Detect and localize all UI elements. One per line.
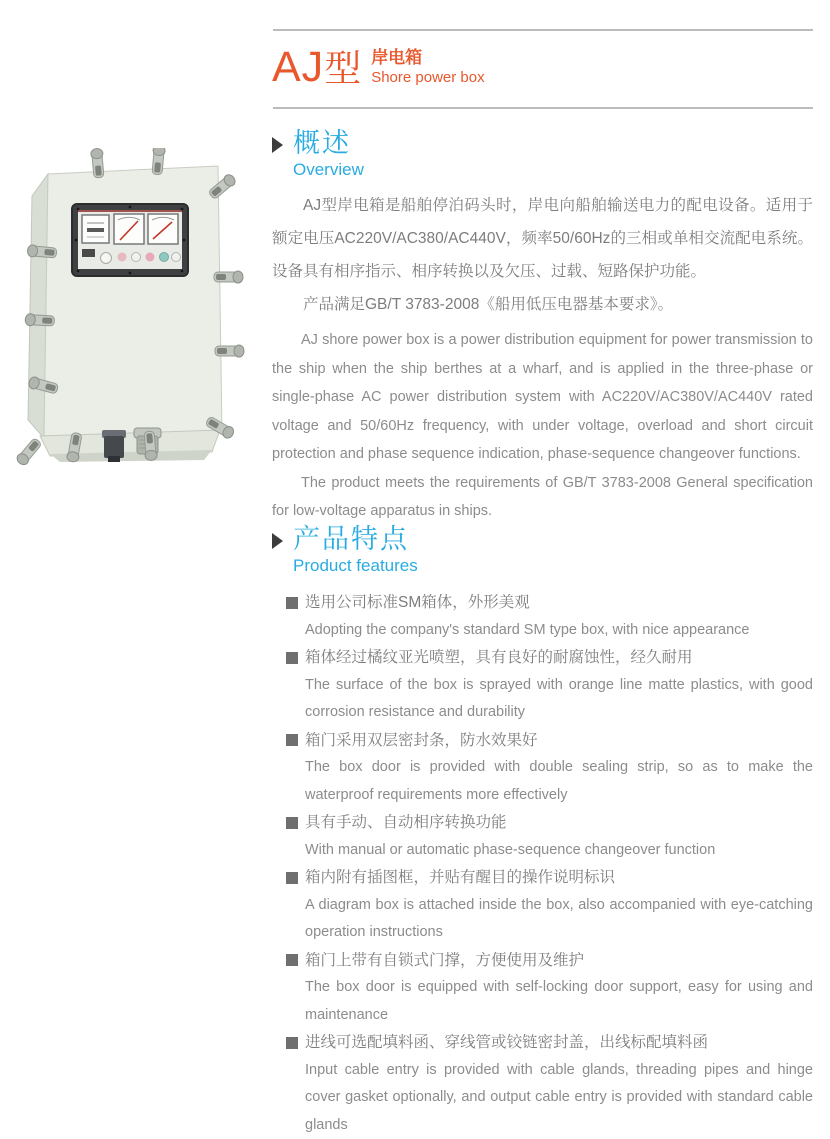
feature-en: Adopting the company's standard SM type box, with nice appearance xyxy=(305,617,813,645)
features-title-cn: 产品特点 xyxy=(293,523,409,555)
feature-cn-text: 箱体经过橘纹亚光喷塑，具有良好的耐腐蚀性，经久耐用 xyxy=(305,644,693,672)
feature-en: With manual or automatic phase-sequence changeover function xyxy=(305,837,813,865)
feature-en: The box door is equipped with self-locking door support, easy for using and maintenance xyxy=(305,974,813,1029)
features-section xyxy=(272,523,813,1139)
shore-power-box-image xyxy=(12,148,262,468)
feature-item xyxy=(286,947,813,1030)
bullet-square-icon xyxy=(286,734,298,746)
bullet-square-icon xyxy=(286,597,298,609)
product-photo xyxy=(12,148,262,468)
feature-item xyxy=(286,1029,813,1139)
overview-section xyxy=(272,127,813,526)
product-name xyxy=(371,47,484,87)
feature-cn-text: 进线可选配填料函、穿线管或铰链密封盖，出线标配填料函 xyxy=(305,1029,708,1057)
product-name-cn: 岸电箱 xyxy=(371,47,484,68)
section-marker-icon xyxy=(272,533,283,549)
feature-item xyxy=(286,864,813,947)
overview-paragraph-cn: 产品满足GB/T 3783-2008《船用低压电器基本要求》。 xyxy=(272,288,813,321)
feature-en: The surface of the box is sprayed with orange line matte plastics, with good corrosion resistance and durability xyxy=(305,672,813,727)
model-code xyxy=(272,42,362,94)
feature-en: A diagram box is attached inside the box, also accompanied with eye-catching operation instructions xyxy=(305,892,813,947)
bullet-square-icon xyxy=(286,652,298,664)
feature-cn xyxy=(286,809,813,837)
header-divider xyxy=(273,107,813,109)
feature-item xyxy=(286,727,813,810)
overview-title-cn: 概述 xyxy=(293,127,351,159)
bullet-square-icon xyxy=(286,954,298,966)
features-list xyxy=(272,589,813,1139)
feature-cn-text: 箱门上带有自锁式门撑，方便使用及维护 xyxy=(305,947,584,975)
feature-item xyxy=(286,644,813,727)
features-title-en: Product features xyxy=(293,556,813,576)
meter-window xyxy=(72,204,188,276)
bullet-square-icon xyxy=(286,817,298,829)
feature-cn-text: 箱内附有插图框，并贴有醒目的操作说明标识 xyxy=(305,864,615,892)
feature-cn xyxy=(286,727,813,755)
feature-cn-text: 具有手动、自动相序转换功能 xyxy=(305,809,507,837)
feature-cn-text: 选用公司标准SM箱体，外形美观 xyxy=(305,589,530,617)
feature-item xyxy=(286,809,813,864)
overview-heading xyxy=(272,127,813,159)
model-suffix: 型 xyxy=(324,48,362,89)
overview-paragraph-en: The product meets the requirements of GB/T 3783-2008 General specification for low-voltage apparatus in ships. xyxy=(272,469,813,526)
feature-item xyxy=(286,589,813,644)
overview-paragraph-cn: AJ型岸电箱是船舶停泊码头时，岸电向船舶输送电力的配电设备。适用于额定电压AC220V/AC380/AC440V，频率50/60Hz的三相或单相交流配电系统。设备具有相序指示、相序转换以及欠压、过载、短路保护功能。 xyxy=(272,189,813,288)
feature-en: Input cable entry is provided with cable glands, threading pipes and hinge cover gasket optionally, and output cable entry is provided with standard cable glands xyxy=(305,1057,813,1139)
overview-text-cn xyxy=(272,189,813,321)
feature-cn xyxy=(286,947,813,975)
feature-cn xyxy=(286,644,813,672)
overview-paragraph-en: AJ shore power box is a power distribution equipment for power transmission to the ship when the ship berthes at a wharf, and is applied in the three-phase or single-phase AC power distribution system with AC220V/AC380V/AC440V rated voltage and 50/60Hz frequency, with under voltage, overload and short circuit protection and phase sequence indication, phase-sequence changeover functions. xyxy=(272,326,813,469)
feature-cn-text: 箱门采用双层密封条，防水效果好 xyxy=(305,727,538,755)
overview-text-en xyxy=(272,326,813,526)
section-marker-icon xyxy=(272,137,283,153)
overview-title-en: Overview xyxy=(293,160,813,180)
feature-en: The box door is provided with double sealing strip, so as to make the waterproof requirements more effectively xyxy=(305,754,813,809)
features-heading xyxy=(272,523,813,555)
model-latin: AJ xyxy=(272,43,324,91)
feature-cn xyxy=(286,864,813,892)
bullet-square-icon xyxy=(286,1037,298,1049)
top-divider xyxy=(273,29,813,31)
feature-cn xyxy=(286,1029,813,1057)
feature-cn xyxy=(286,589,813,617)
bullet-square-icon xyxy=(286,872,298,884)
page-title xyxy=(272,42,485,94)
product-name-en: Shore power box xyxy=(371,68,484,87)
